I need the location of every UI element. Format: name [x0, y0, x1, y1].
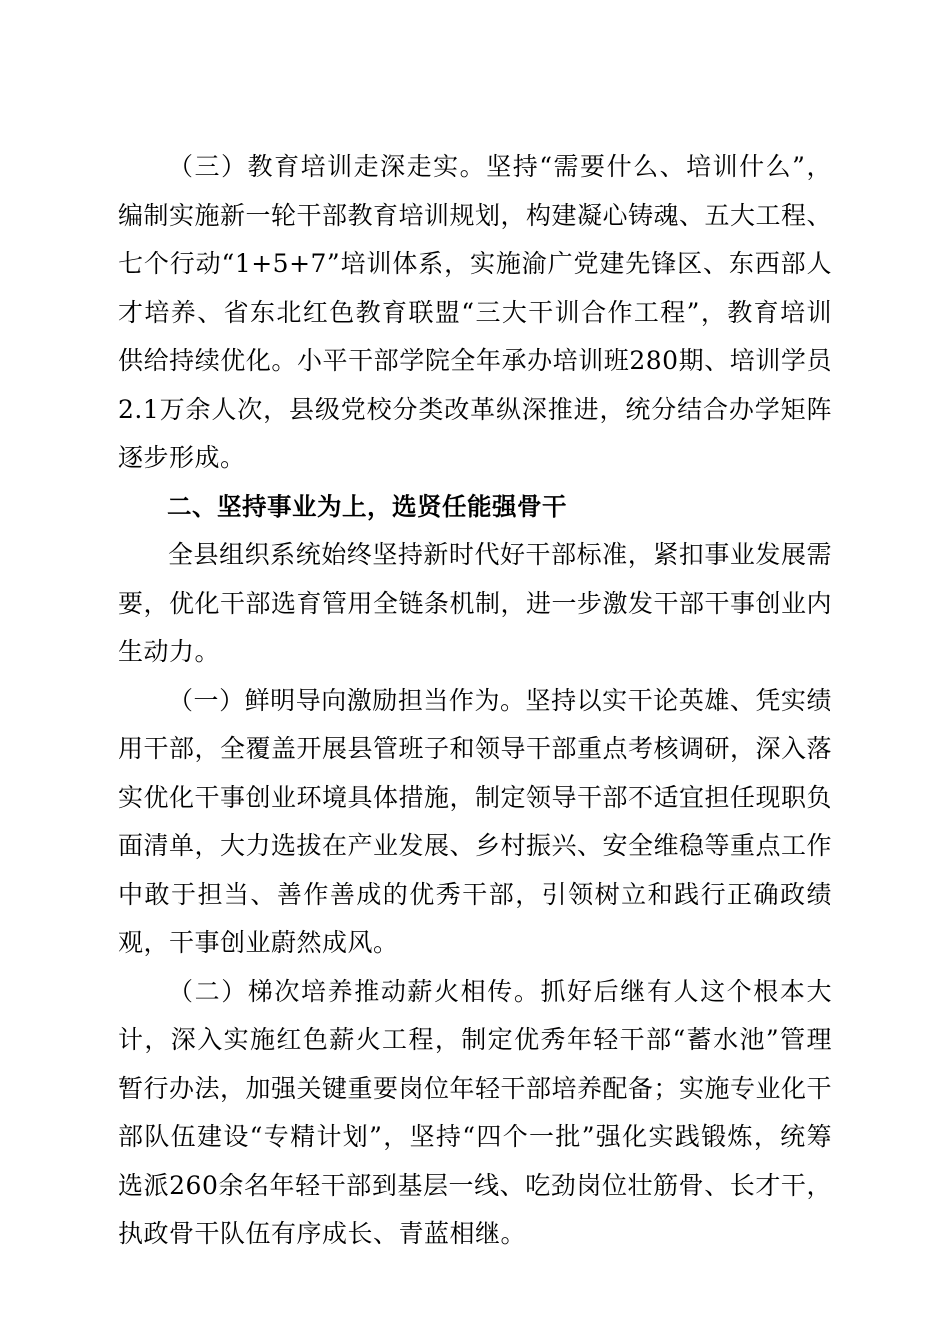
subheading-education-training: （三）教育培训走深走实。 [168, 152, 487, 181]
document-body [118, 143, 832, 1259]
paragraph-succession [118, 968, 832, 1259]
paragraph-text: 抓好后继有人这个根本大计，深入实施红色薪火工程，制定优秀年轻干部“蓄水池”管理暂行办法，加强关键重要岗位年轻干部培养配备；实施专业化干部队伍建设“专精计划”，坚持“四个一批”强化实践锻炼，统筹选派260余名年轻干部到基层一线、吃劲岗位壮筋骨、长才干，执政骨干队伍有序成长、青蓝相继。 [118, 976, 833, 1248]
section-intro-paragraph: 全县组织系统始终坚持新时代好干部标准，紧扣事业发展需要，优化干部选育管用全链条机制，进一步激发干部干事创业内生动力。 [118, 540, 833, 666]
section-heading: 二、坚持事业为上，选贤任能强骨干 [167, 491, 567, 521]
paragraph-incentive [118, 677, 832, 968]
paragraph-text: 坚持“需要什么、培训什么”，编制实施新一轮干部教育培训规划，构建凝心铸魂、五大工程、七个行动“1+5+7”培训体系，实施渝广党建先锋区、东西部人才培养、省东北红色教育联盟“三大干训合作工程”，教育培训供给持续优化。小平干部学院全年承办培训班280期、培训学员2.1万余人次，县级党校分类改革纵深推进，统分结合办学矩阵逐步形成。 [118, 152, 833, 472]
subheading-succession: （二）梯次培养推动薪火相传。 [168, 976, 541, 1006]
paragraph-education-training [118, 143, 832, 483]
subheading-incentive: （一）鲜明导向激励担当作为。 [168, 685, 526, 715]
paragraph-text: 坚持以实干论英雄、凭实绩用干部，全覆盖开展县管班子和领导干部重点考核调研，深入落实优化干事创业环境具体措施，制定领导干部不适宜担任现职负面清单，大力选拔在产业发展、乡村振兴、安全维稳等重点工作中敢于担当、善作善成的优秀干部，引领树立和践行正确政绩观，干事创业蔚然成风。 [118, 685, 833, 957]
